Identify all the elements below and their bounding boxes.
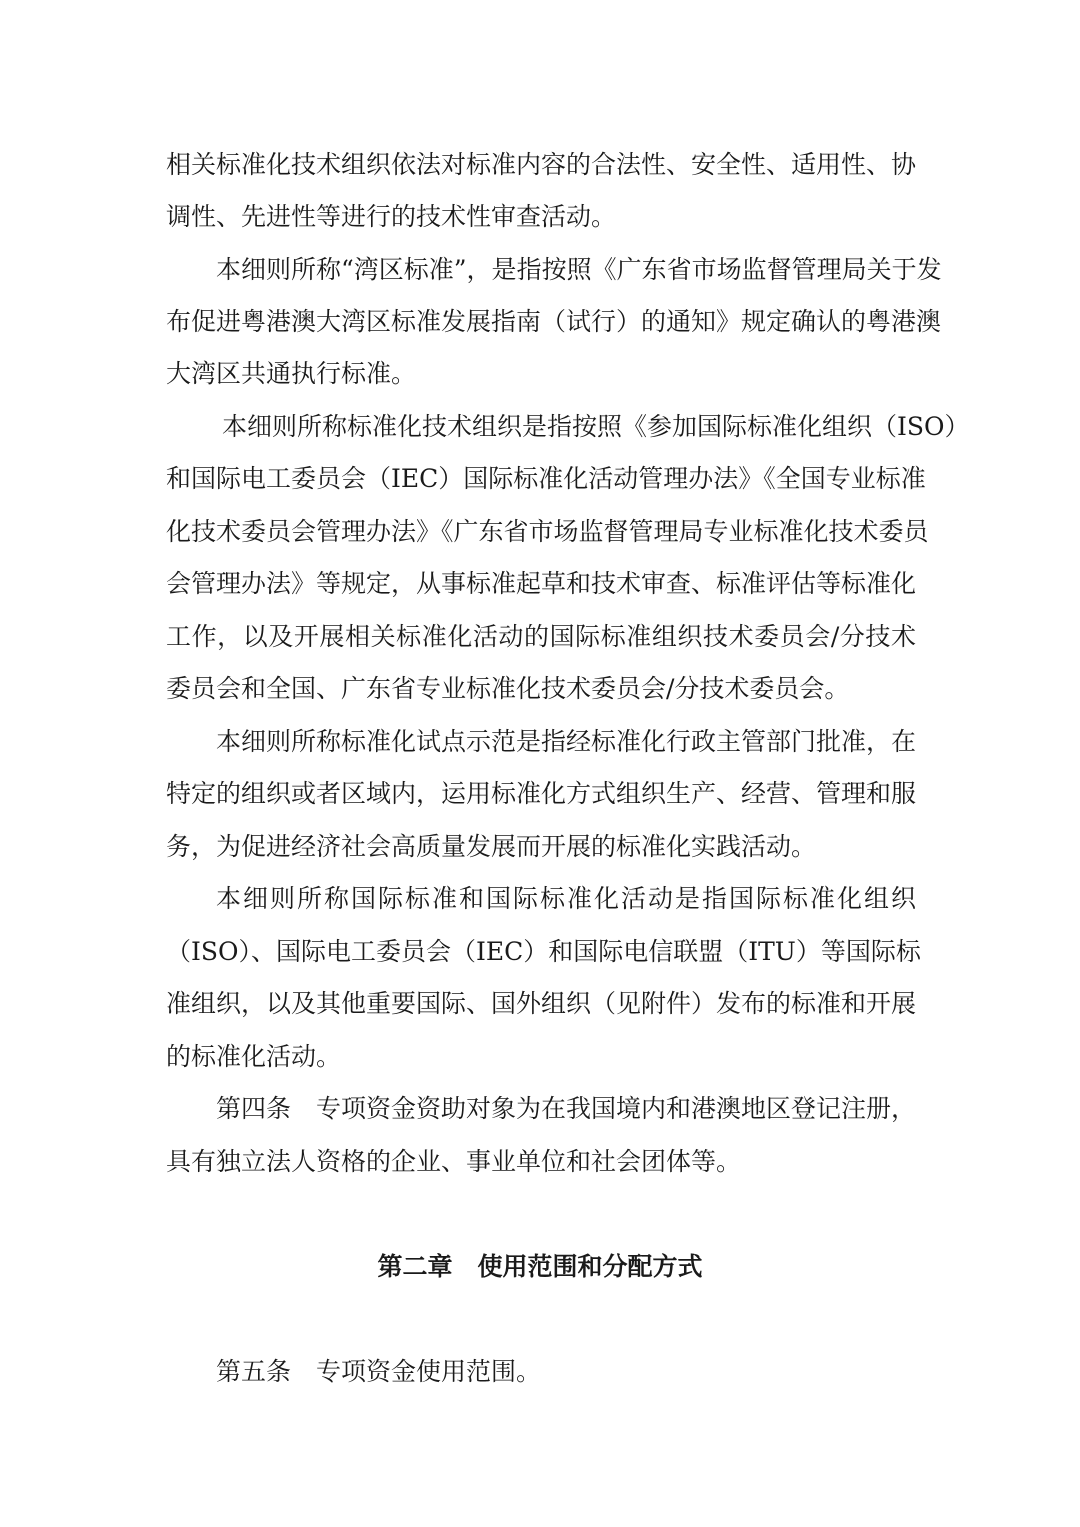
article-4-line: 具有独立法人资格的企业、事业单位和社会团体等。 — [166, 1147, 742, 1176]
paragraph-line: 本细则所称标准化技术组织是指按照《参加国际标准化组织（ISO） — [222, 412, 970, 441]
paragraph-line: 布促进粤港澳大湾区标准发展指南（试行）的通知》规定确认的粤港澳 — [166, 307, 942, 336]
chapter-heading: 第二章 使用范围和分配方式 — [377, 1252, 703, 1281]
paragraph-line: 会管理办法》等规定，从事标准起草和技术审查、标准评估等标准化 — [166, 569, 917, 598]
paragraph-line: 的标准化活动。 — [166, 1042, 342, 1071]
paragraph-line: 本细则所称标准化试点示范是指经标准化行政主管部门批准，在 — [216, 727, 917, 756]
paragraph-line: 相关标准化技术组织依法对标准内容的合法性、安全性、适用性、协 — [166, 150, 917, 179]
paragraph-line: 工作，以及开展相关标准化活动的国际标准组织技术委员会/分技术 — [166, 622, 916, 651]
article-5-line: 第五条 专项资金使用范围。 — [216, 1357, 542, 1386]
paragraph-line: 本细则所称国际标准和国际标准化活动是指国际标准化组织 — [216, 884, 916, 913]
paragraph-line: 委员会和全国、广东省专业标准化技术委员会/分技术委员会。 — [166, 674, 850, 703]
paragraph-line: 大湾区共通执行标准。 — [166, 359, 417, 388]
paragraph-line: 本细则所称“湾区标准”，是指按照《广东省市场监督管理局关于发 — [216, 255, 942, 284]
paragraph-line: 特定的组织或者区域内，运用标准化方式组织生产、经营、管理和服 — [166, 779, 917, 808]
paragraph-line: 和国际电工委员会（IEC）国际标准化活动管理办法》《全国专业标准 — [166, 464, 926, 493]
paragraph-line: （ISO）、国际电工委员会（IEC）和国际电信联盟（ITU）等国际标 — [166, 937, 921, 966]
article-4-line: 第四条 专项资金资助对象为在我国境内和港澳地区登记注册， — [216, 1094, 917, 1123]
paragraph-line: 调性、先进性等进行的技术性审查活动。 — [166, 202, 617, 231]
paragraph-line: 准组织，以及其他重要国际、国外组织（见附件）发布的标准和开展 — [166, 989, 917, 1018]
paragraph-line: 务，为促进经济社会高质量发展而开展的标准化实践活动。 — [166, 832, 817, 861]
paragraph-line: 化技术委员会管理办法》《广东省市场监督管理局专业标准化技术委员 — [166, 517, 929, 546]
